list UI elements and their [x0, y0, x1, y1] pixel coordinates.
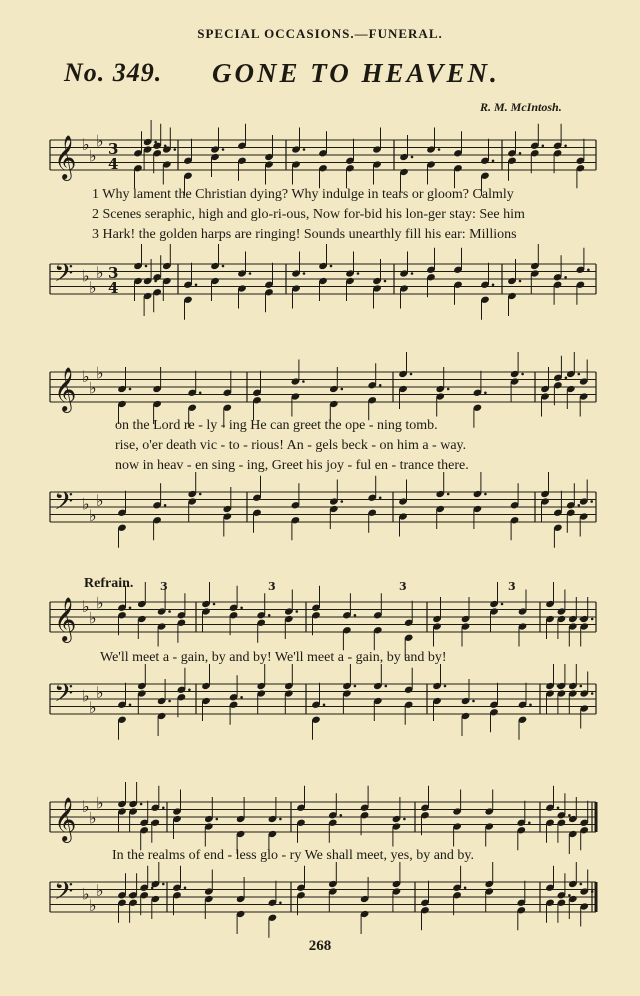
dot — [447, 388, 450, 391]
dot — [565, 376, 568, 379]
hymn-title: GONE TO HEAVEN. — [212, 58, 500, 88]
dot — [411, 156, 414, 159]
dot — [564, 144, 567, 147]
treble-clef-icon: 𝄞 — [54, 797, 77, 841]
triplet-mark: 3 — [268, 580, 276, 593]
dot — [568, 894, 571, 897]
flat-icon: ♭ — [96, 490, 104, 510]
dot — [279, 901, 282, 904]
dot — [188, 688, 191, 691]
time-signature-top: 3 — [108, 140, 119, 158]
dot — [341, 500, 344, 503]
flat-icon: ♭ — [89, 378, 97, 398]
bass-clef-icon: 𝄢 — [54, 679, 74, 714]
dot — [564, 276, 567, 279]
flat-icon: ♭ — [89, 895, 97, 915]
dot — [162, 806, 165, 809]
dot — [590, 500, 593, 503]
flat-icon: ♭ — [82, 494, 90, 514]
flat-icon: ♭ — [89, 146, 97, 166]
dot — [164, 504, 167, 507]
time-signature-bottom: 4 — [108, 155, 119, 173]
dot — [521, 373, 524, 376]
dot — [519, 280, 522, 283]
dot — [195, 283, 198, 286]
dot — [199, 493, 202, 496]
dot — [129, 703, 132, 706]
dot — [542, 144, 545, 147]
triplet-mark: 3 — [508, 580, 516, 593]
dot — [411, 272, 414, 275]
dot — [384, 280, 387, 283]
dot — [591, 692, 594, 695]
dot — [129, 388, 132, 391]
dot — [303, 148, 306, 151]
bass-clef-icon: 𝄢 — [54, 877, 74, 912]
dot — [385, 685, 388, 688]
dot — [519, 152, 522, 155]
verse-line-3: now in heav - en sing - ing, Greet his joy - ful en - trance there. — [115, 458, 469, 473]
dot — [240, 606, 243, 609]
treble-clef-icon: 𝄞 — [54, 135, 77, 179]
dot — [444, 685, 447, 688]
flat-icon: ♭ — [82, 135, 90, 154]
flat-icon: ♭ — [82, 884, 90, 904]
flat-icon: ♭ — [96, 131, 104, 151]
dot — [484, 391, 487, 394]
bass-clef-icon: 𝄢 — [54, 259, 74, 294]
dot — [199, 391, 202, 394]
flat-icon: ♭ — [89, 505, 97, 525]
verse-line-1: 1 Why lament the Christian dying? Why indulge in tears or gloom? Calmly — [92, 187, 514, 202]
verse-line-3: 3 Hark! the golden harps are ringing! Sounds unearthly fill his ear: Millions — [92, 227, 517, 242]
dot — [216, 818, 219, 821]
dot — [492, 283, 495, 286]
triplet-mark: 3 — [160, 580, 168, 593]
dot — [379, 496, 382, 499]
dot — [162, 883, 165, 886]
flat-icon: ♭ — [96, 682, 104, 702]
verse-line-1: on the Lord re - ly - ing He can greet the ope - ning tomb. — [115, 418, 438, 433]
dot — [587, 268, 590, 271]
bass-staff-4 — [0, 874, 640, 934]
dot — [528, 821, 531, 824]
flat-icon: ♭ — [82, 367, 90, 386]
dot — [323, 703, 326, 706]
dot — [492, 159, 495, 162]
dot — [591, 618, 594, 621]
dot — [580, 685, 583, 688]
dot — [578, 504, 581, 507]
dot — [591, 890, 594, 893]
flat-icon: ♭ — [82, 797, 90, 816]
treble-staff-1 — [0, 132, 640, 192]
dot — [464, 886, 467, 889]
dot — [145, 265, 148, 268]
dot — [222, 148, 225, 151]
bass-staff-3 — [0, 676, 640, 736]
flat-icon: ♭ — [82, 266, 90, 286]
time-signature-bottom: 4 — [108, 279, 119, 297]
triplet-mark: 3 — [399, 580, 407, 593]
dot — [240, 696, 243, 699]
dot — [379, 384, 382, 387]
dot — [302, 380, 305, 383]
dot — [303, 272, 306, 275]
dot — [578, 373, 581, 376]
flat-icon: ♭ — [89, 277, 97, 297]
dot — [174, 148, 177, 151]
dot — [568, 814, 571, 817]
dot — [249, 272, 252, 275]
treble-staff-2 — [0, 364, 640, 424]
dot — [140, 803, 143, 806]
bass-staff-1 — [0, 256, 640, 316]
flat-icon: ♭ — [89, 697, 97, 717]
dot — [580, 883, 583, 886]
dot — [484, 493, 487, 496]
dot — [213, 603, 216, 606]
page-header: SPECIAL OCCASIONS.—FUNERAL. — [197, 26, 443, 41]
dot — [279, 818, 282, 821]
treble-clef-icon: 𝄞 — [54, 367, 77, 411]
refrain-lyric: We'll meet a - gain, by and by! We'll meet a - gain, by and by! — [100, 650, 447, 665]
dot — [438, 148, 441, 151]
flat-icon: ♭ — [82, 686, 90, 706]
final-lyric: In the realms of end - less glo - ry We shall meet, yes, by and by. — [112, 848, 475, 863]
dot — [296, 610, 299, 613]
dot — [129, 606, 132, 609]
dot — [330, 265, 333, 268]
dot — [557, 806, 560, 809]
verse-line-2: rise, o'er death vic - to - rious! An - gels beck - on him a - way. — [115, 438, 467, 453]
flat-icon: ♭ — [82, 597, 90, 616]
dot — [354, 614, 357, 617]
flat-icon: ♭ — [89, 608, 97, 628]
treble-clef-icon: 𝄞 — [54, 597, 77, 641]
treble-staff-4 — [0, 794, 640, 854]
dot — [268, 614, 271, 617]
refrain-label: Refrain. — [84, 576, 134, 591]
dot — [501, 603, 504, 606]
bass-clef-icon: 𝄢 — [54, 487, 74, 522]
composer-credit: R. M. McIntosh. — [480, 100, 562, 114]
dot — [354, 685, 357, 688]
flat-icon: ♭ — [96, 363, 104, 383]
flat-icon: ♭ — [96, 593, 104, 613]
dot — [447, 493, 450, 496]
dot — [357, 272, 360, 275]
dot — [168, 610, 171, 613]
page-number: 268 — [308, 938, 332, 954]
verse-line-2: 2 Scenes seraphic, high and glo-ri-ous, Now for-bid his lon-ger stay: See him — [92, 207, 525, 222]
dot — [472, 700, 475, 703]
flat-icon: ♭ — [96, 880, 104, 900]
dot — [529, 703, 532, 706]
flat-icon: ♭ — [89, 808, 97, 828]
flat-icon: ♭ — [96, 262, 104, 282]
dot — [340, 814, 343, 817]
bass-staff-2 — [0, 484, 640, 544]
dot — [403, 818, 406, 821]
dot — [168, 700, 171, 703]
dot — [341, 388, 344, 391]
dot — [184, 886, 187, 889]
flat-icon: ♭ — [96, 793, 104, 813]
time-signature-top: 3 — [108, 264, 119, 282]
hymn-number: No. 349. — [64, 58, 163, 87]
dot — [410, 373, 413, 376]
dot — [222, 265, 225, 268]
